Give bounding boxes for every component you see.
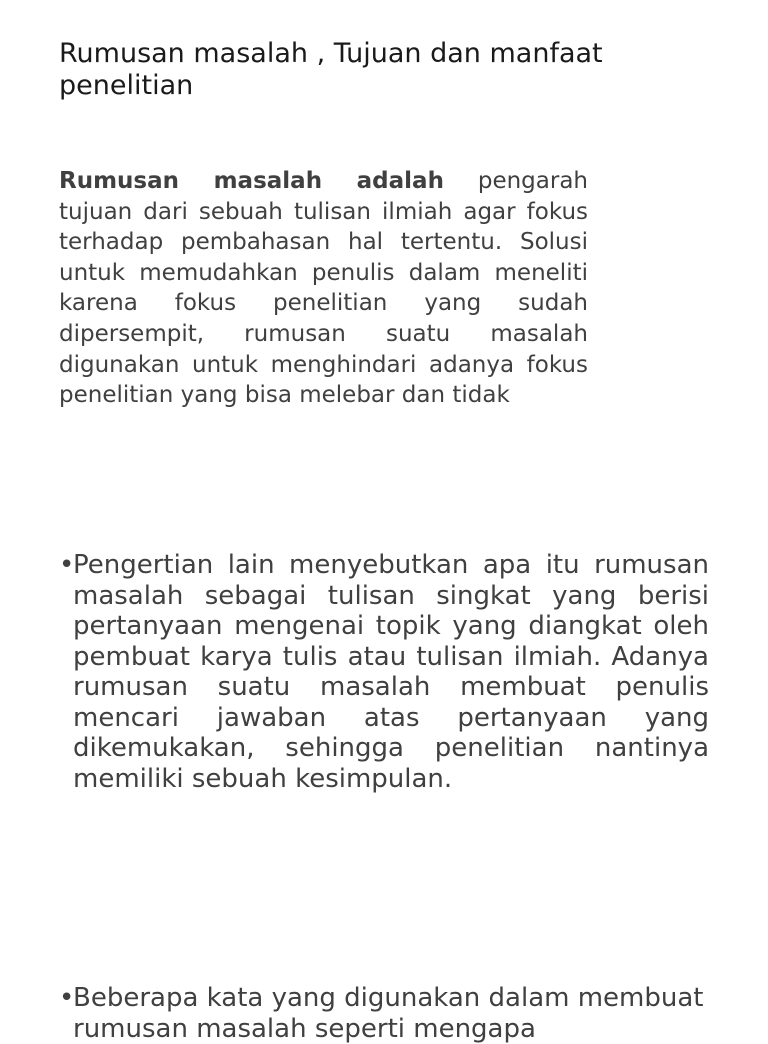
definition-body: pengarah tujuan dari sebuah tulisan ilmiah agar fokus terhadap pembahasan hal tertentu. Solusi untuk memudahkan penulis dalam meneliti karena fokus penelitian yang sudah dipersempit, rumusan suatu masalah digunakan untuk menghindari adanya fokus penelitian yang bisa melebar dan tidak xyxy=(59,168,588,409)
bullet-item xyxy=(59,550,709,794)
definition-term: Rumusan masalah adalah xyxy=(59,168,444,194)
bullet-icon: • xyxy=(59,983,75,1013)
definition-paragraph xyxy=(59,166,588,431)
bullet-item xyxy=(59,983,709,1044)
bullet-text: Pengertian lain menyebutkan apa itu rumusan masalah sebagai tulisan singkat yang berisi pertanyaan mengenai topik yang diangkat oleh pembuat karya tulis atau tulisan ilmiah. Adanya rumusan suatu masalah membuat penulis mencari jawaban atas pertanyaan yang dikemukakan, sehingga penelitian nantinya memiliki sebuah kesimpulan. xyxy=(73,550,709,794)
bullet-text: Beberapa kata yang digunakan dalam membuat rumusan masalah seperti mengapa xyxy=(73,983,704,1044)
bullet-icon: • xyxy=(59,550,75,580)
slide-title: Rumusan masalah , Tujuan dan manfaat penelitian xyxy=(59,38,603,101)
